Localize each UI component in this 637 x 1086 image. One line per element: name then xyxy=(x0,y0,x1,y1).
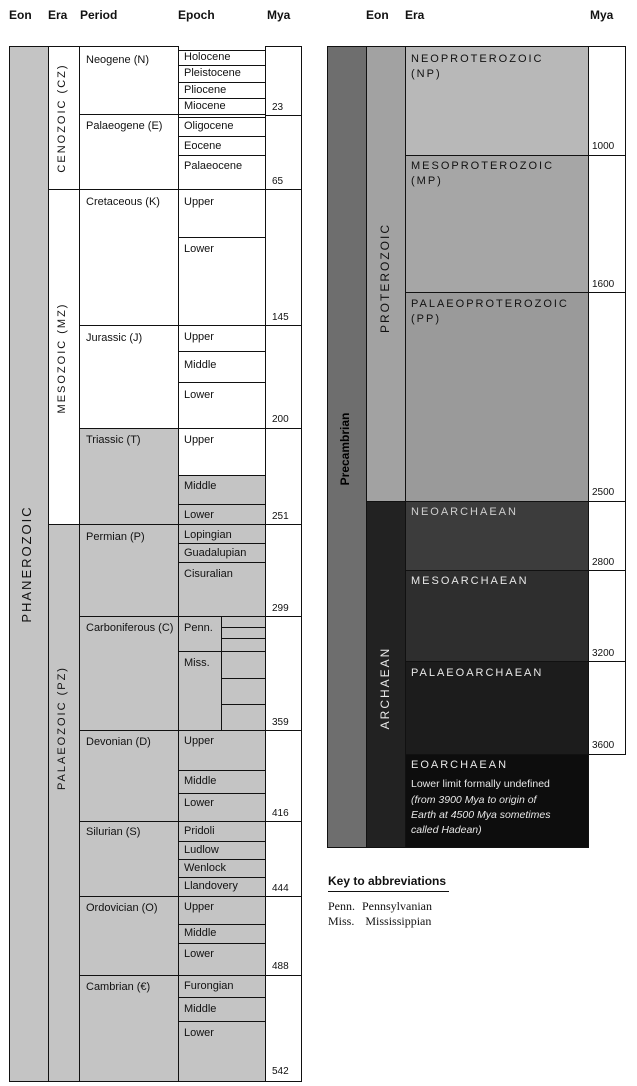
mya-359: 359 xyxy=(272,717,289,728)
key-divider xyxy=(328,891,449,892)
mya-cell xyxy=(265,46,302,116)
epoch-cretaceous-lower: Lower xyxy=(184,243,214,255)
mya-cell xyxy=(588,292,626,502)
mya-3600: 3600 xyxy=(592,740,615,751)
era-palaeoproterozoic-abbr: (PP) xyxy=(411,313,441,325)
epoch-pridoli: Pridoli xyxy=(184,825,215,837)
mya-488: 488 xyxy=(272,961,289,972)
header-mya-right: Mya xyxy=(590,8,614,22)
era-mesoproterozoic-label: MESOPROTEROZOIC xyxy=(411,160,555,172)
epoch-triassic-middle: Middle xyxy=(184,480,217,492)
sub-epoch-cell xyxy=(221,651,266,679)
epoch-ludlow: Ludlow xyxy=(184,844,219,856)
epoch-ordovician-middle: Middle xyxy=(184,927,217,939)
era-eoarchaean-note-1: Lower limit formally undefined xyxy=(411,778,550,790)
era-eoarchaean-note-2: (from 3900 Mya to origin of xyxy=(411,794,537,806)
key-item-penn xyxy=(328,899,432,914)
era-palaeoarchaean-label: PALAEOARCHAEAN xyxy=(411,667,544,679)
era-eoarchaean-note-4: called Hadean) xyxy=(411,824,482,836)
mya-145: 145 xyxy=(272,312,289,323)
era-eoarchaean-label: EOARCHAEAN xyxy=(411,759,509,771)
period-carboniferous-label: Carboniferous (C) xyxy=(86,622,174,634)
mya-416: 416 xyxy=(272,808,289,819)
epoch-eocene: Eocene xyxy=(184,140,222,152)
epoch-ordovician-upper: Upper xyxy=(184,901,214,913)
superera-archaean-label: ARCHAEAN xyxy=(378,646,392,730)
era-neoproterozoic-label: NEOPROTEROZOIC xyxy=(411,53,544,65)
mya-200: 200 xyxy=(272,414,289,425)
eon-phanerozoic-label: PHANEROZOIC xyxy=(19,505,34,623)
epoch-pleistocene: Pleistocene xyxy=(184,67,241,79)
header-mya: Mya xyxy=(267,8,291,22)
sub-epoch-cell xyxy=(221,638,266,652)
era-neoarchaean-label: NEOARCHAEAN xyxy=(411,506,518,518)
period-palaeogene-label: Palaeogene (E) xyxy=(86,120,163,132)
mya-2500: 2500 xyxy=(592,487,615,498)
period-cretaceous-cell xyxy=(79,189,179,326)
sub-epoch-cell xyxy=(221,678,266,705)
header-era: Era xyxy=(48,8,68,22)
key-full: Mississippian xyxy=(365,914,432,928)
epoch-jurassic-upper: Upper xyxy=(184,331,214,343)
epoch-devonian-middle: Middle xyxy=(184,775,217,787)
epoch-jurassic-middle: Middle xyxy=(184,359,217,371)
superera-proterozoic-label: PROTEROZOIC xyxy=(378,223,392,334)
header-epoch: Epoch xyxy=(178,8,215,22)
epoch-llandovery: Llandovery xyxy=(184,880,238,892)
sub-epoch-cell xyxy=(221,704,266,731)
epoch-triassic-upper: Upper xyxy=(184,434,214,446)
period-permian-label: Permian (P) xyxy=(86,531,145,543)
key-title: Key to abbreviations xyxy=(328,874,447,888)
epoch-cretaceous-upper: Upper xyxy=(184,196,214,208)
epoch-guadalupian: Guadalupian xyxy=(184,547,247,559)
epoch-miocene: Miocene xyxy=(184,100,226,112)
mya-299: 299 xyxy=(272,603,289,614)
key-full: Pennsylvanian xyxy=(362,899,432,913)
epoch-oligocene: Oligocene xyxy=(184,120,234,132)
key-item-miss xyxy=(328,914,431,929)
key-abbr: Penn. xyxy=(328,899,355,913)
header-period: Period xyxy=(80,8,118,22)
epoch-cambrian-lower: Lower xyxy=(184,1027,214,1039)
mya-3200: 3200 xyxy=(592,648,615,659)
epoch-pliocene: Pliocene xyxy=(184,84,227,96)
period-devonian-label: Devonian (D) xyxy=(86,736,151,748)
era-palaeoproterozoic-label: PALAEOPROTEROZOIC xyxy=(411,298,569,310)
period-silurian-label: Silurian (S) xyxy=(86,826,141,838)
epoch-devonian-upper: Upper xyxy=(184,735,214,747)
epoch-cisuralian: Cisuralian xyxy=(184,568,233,580)
epoch-penn: Penn. xyxy=(184,622,213,634)
mya-2800: 2800 xyxy=(592,557,615,568)
epoch-palaeocene: Palaeocene xyxy=(184,160,243,172)
era-eoarchaean-note-3: Earth at 4500 Mya sometimes xyxy=(411,809,551,821)
period-cretaceous-label: Cretaceous (K) xyxy=(86,196,160,208)
era-mesoproterozoic-abbr: (MP) xyxy=(411,175,443,187)
mya-65: 65 xyxy=(272,176,284,187)
mya-cell xyxy=(265,616,302,731)
period-neogene-label: Neogene (N) xyxy=(86,54,149,66)
header-era-right: Era xyxy=(405,8,425,22)
epoch-jurassic-lower: Lower xyxy=(184,389,214,401)
mya-cell xyxy=(588,155,626,293)
epoch-triassic-lower: Lower xyxy=(184,509,214,521)
mya-542: 542 xyxy=(272,1066,289,1077)
epoch-wenlock: Wenlock xyxy=(184,862,226,874)
mya-23: 23 xyxy=(272,102,284,113)
header-eon-right: Eon xyxy=(366,8,389,22)
mya-cell xyxy=(588,46,626,156)
mya-cell xyxy=(265,115,302,190)
epoch-ordovician-lower: Lower xyxy=(184,948,214,960)
eon-precambrian-label: Precambrian xyxy=(338,412,352,486)
period-cambrian-label: Cambrian (€) xyxy=(86,981,151,993)
era-cenozoic-label: CENOZOIC (CZ) xyxy=(56,63,68,173)
period-ordovician-label: Ordovician (O) xyxy=(86,902,158,914)
key-abbr: Miss. xyxy=(328,914,355,928)
epoch-cambrian-middle: Middle xyxy=(184,1003,217,1015)
era-mesozoic-label: MESOZOIC (MZ) xyxy=(56,302,68,414)
era-mesoarchaean-label: MESOARCHAEAN xyxy=(411,575,529,587)
period-triassic-label: Triassic (T) xyxy=(86,434,141,446)
mya-1600: 1600 xyxy=(592,279,615,290)
mya-1000: 1000 xyxy=(592,141,615,152)
era-neoproterozoic-abbr: (NP) xyxy=(411,68,442,80)
header-eon: Eon xyxy=(9,8,32,22)
epoch-lopingian: Lopingian xyxy=(184,529,232,541)
mya-cell xyxy=(265,189,302,326)
mya-444: 444 xyxy=(272,883,289,894)
epoch-devonian-lower: Lower xyxy=(184,797,214,809)
mya-251: 251 xyxy=(272,511,289,522)
epoch-miss: Miss. xyxy=(184,657,210,669)
period-jurassic-label: Jurassic (J) xyxy=(86,332,143,344)
epoch-holocene: Holocene xyxy=(184,51,231,63)
era-palaeozoic-label: PALAEOZOIC (PZ) xyxy=(56,666,68,790)
epoch-furongian: Furongian xyxy=(184,980,234,992)
